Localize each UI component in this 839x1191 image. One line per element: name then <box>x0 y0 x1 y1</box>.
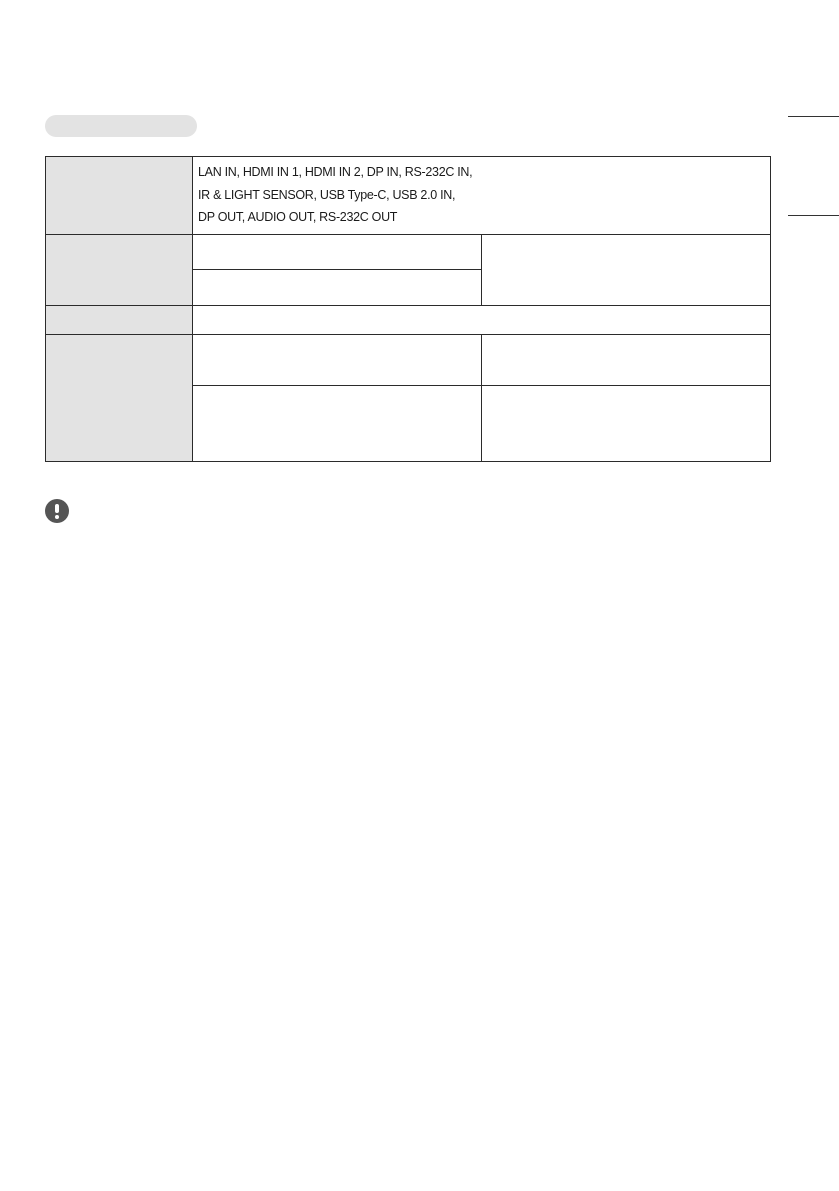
table-row-ports <box>46 157 771 235</box>
row3-value-cell <box>193 305 771 334</box>
row2-sub-b-cell <box>193 269 482 305</box>
row2-label-cell <box>46 234 193 305</box>
ports-line-2: IR & LIGHT SENSOR, USB Type-C, USB 2.0 IN, <box>198 187 456 202</box>
row2-sub-a-cell <box>193 234 482 269</box>
table-row-2a <box>46 234 771 269</box>
section-title-pill <box>45 115 197 137</box>
ports-value-cell <box>193 157 771 235</box>
margin-rule-bottom <box>788 215 839 216</box>
table-row-3 <box>46 305 771 334</box>
ports-line-1: LAN IN, HDMI IN 1, HDMI IN 2, DP IN, RS-232C IN, <box>198 165 473 179</box>
table-row-4a <box>46 334 771 385</box>
row4-label-cell <box>46 334 193 461</box>
ports-label-cell <box>46 157 193 235</box>
row2-value-cell <box>482 234 771 305</box>
spec-table <box>45 156 771 462</box>
row4-value-b-cell <box>482 385 771 461</box>
margin-rule-top <box>788 116 839 117</box>
row4-value-a-cell <box>482 334 771 385</box>
row3-label-cell <box>46 305 193 334</box>
exclamation-circle-icon <box>45 499 69 523</box>
row4-sub-b-cell <box>193 385 482 461</box>
ports-line-3: DP OUT, AUDIO OUT, RS-232C OUT <box>198 210 398 224</box>
row4-sub-a-cell <box>193 334 482 385</box>
